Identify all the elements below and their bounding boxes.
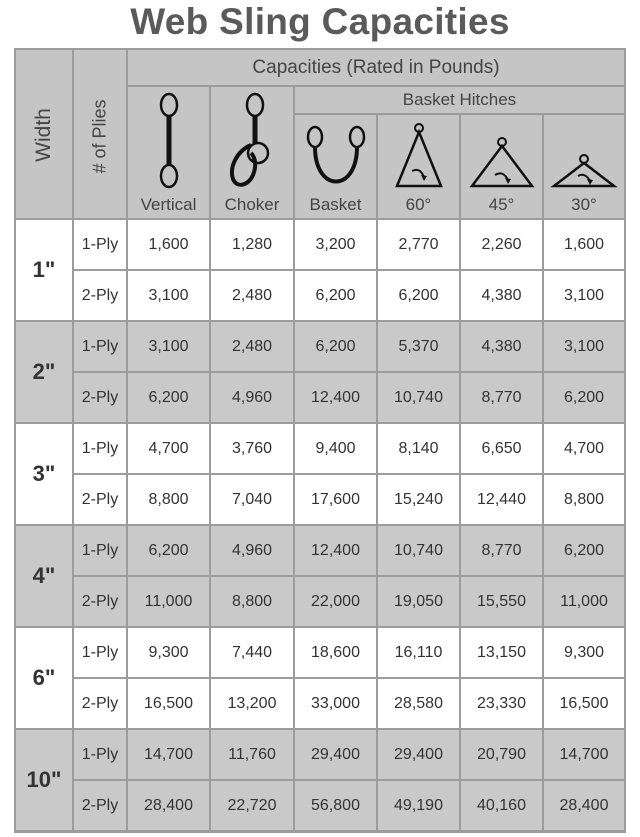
- capacity-cell: 6,200: [544, 373, 624, 422]
- capacity-cell: 6,200: [128, 373, 209, 422]
- capacity-cell: 12,440: [461, 475, 542, 524]
- capacity-cell: 2,770: [378, 220, 459, 269]
- width-cell: 4": [16, 526, 72, 626]
- capacity-cell: 3,100: [128, 322, 209, 371]
- capacity-cell: 9,400: [295, 424, 376, 473]
- capacity-cell: 7,440: [211, 628, 293, 677]
- ply-cell: 1-Ply: [74, 424, 126, 473]
- ply-cell: 2-Ply: [74, 679, 126, 728]
- ply-cell: 1-Ply: [74, 526, 126, 575]
- column-label: Basket: [309, 195, 362, 214]
- column-header-vertical: [128, 87, 209, 218]
- capacity-cell: 4,960: [211, 373, 293, 422]
- ply-cell: 2-Ply: [74, 781, 126, 830]
- column-header-30: [544, 115, 624, 218]
- capacity-cell: 15,550: [461, 577, 542, 626]
- capacity-table: [14, 48, 626, 833]
- capacity-cell: 15,240: [378, 475, 459, 524]
- capacity-cell: 6,200: [128, 526, 209, 575]
- capacity-cell: 8,770: [461, 526, 542, 575]
- capacity-cell: 13,200: [211, 679, 293, 728]
- capacity-cell: 33,000: [295, 679, 376, 728]
- capacity-cell: 1,280: [211, 220, 293, 269]
- column-label: 60°: [405, 195, 432, 214]
- capacity-cell: 7,040: [211, 475, 293, 524]
- capacity-cell: 11,000: [128, 577, 209, 626]
- capacity-cell: 3,760: [211, 424, 293, 473]
- column-label: Choker: [224, 195, 280, 214]
- capacity-cell: 11,760: [211, 730, 293, 779]
- capacity-cell: 23,330: [461, 679, 542, 728]
- capacity-cell: 3,100: [128, 271, 209, 320]
- capacity-cell: 22,720: [211, 781, 293, 830]
- capacity-cell: 28,400: [544, 781, 624, 830]
- capacity-cell: 4,380: [461, 322, 542, 371]
- capacity-cell: 5,370: [378, 322, 459, 371]
- capacity-cell: 9,300: [544, 628, 624, 677]
- capacity-cell: 8,800: [128, 475, 209, 524]
- capacity-cell: 8,140: [378, 424, 459, 473]
- capacity-cell: 4,960: [211, 526, 293, 575]
- ply-cell: 1-Ply: [74, 628, 126, 677]
- width-cell: 1": [16, 220, 72, 320]
- capacity-cell: 1,600: [544, 220, 624, 269]
- capacity-cell: 8,800: [544, 475, 624, 524]
- capacity-cell: 56,800: [295, 781, 376, 830]
- ply-cell: 1-Ply: [74, 322, 126, 371]
- capacity-cell: 2,260: [461, 220, 542, 269]
- capacity-cell: 16,500: [544, 679, 624, 728]
- capacities-header: Capacities (Rated in Pounds): [128, 50, 624, 85]
- capacity-cell: 12,400: [295, 526, 376, 575]
- width-header: [16, 50, 72, 218]
- capacity-cell: 17,600: [295, 475, 376, 524]
- column-label: 30°: [571, 195, 597, 214]
- capacity-cell: 6,200: [295, 322, 376, 371]
- capacity-cell: 8,770: [461, 373, 542, 422]
- column-header-60: [378, 115, 459, 218]
- capacity-cell: 16,500: [128, 679, 209, 728]
- capacity-cell: 20,790: [461, 730, 542, 779]
- capacity-cell: 3,200: [295, 220, 376, 269]
- capacity-cell: 2,480: [211, 322, 293, 371]
- capacity-cell: 9,300: [128, 628, 209, 677]
- capacity-cell: 14,700: [544, 730, 624, 779]
- page-title: Web Sling Capacities: [130, 1, 510, 42]
- capacity-cell: 10,740: [378, 526, 459, 575]
- capacity-cell: 4,380: [461, 271, 542, 320]
- capacity-cell: 1,600: [128, 220, 209, 269]
- ply-cell: 1-Ply: [74, 220, 126, 269]
- column-label: 45°: [488, 195, 515, 214]
- width-cell: 6": [16, 628, 72, 728]
- capacity-cell: 11,000: [544, 577, 624, 626]
- capacity-cell: 16,110: [378, 628, 459, 677]
- column-header-choker: [211, 87, 293, 218]
- capacity-cell: 12,400: [295, 373, 376, 422]
- ply-cell: 2-Ply: [74, 475, 126, 524]
- capacity-cell: 29,400: [295, 730, 376, 779]
- capacity-cell: 8,800: [211, 577, 293, 626]
- capacity-cell: 18,600: [295, 628, 376, 677]
- plies-header: [74, 50, 126, 218]
- capacity-cell: 6,200: [378, 271, 459, 320]
- capacity-cell: 28,400: [128, 781, 209, 830]
- capacity-cell: 13,150: [461, 628, 542, 677]
- capacity-cell: 3,100: [544, 271, 624, 320]
- width-cell: 10": [16, 730, 72, 830]
- ply-cell: 2-Ply: [74, 373, 126, 422]
- capacity-cell: 4,700: [128, 424, 209, 473]
- capacity-cell: 29,400: [378, 730, 459, 779]
- capacity-cell: 19,050: [378, 577, 459, 626]
- ply-cell: 2-Ply: [74, 271, 126, 320]
- capacity-cell: 28,580: [378, 679, 459, 728]
- capacity-cell: 40,160: [461, 781, 542, 830]
- capacity-cell: 14,700: [128, 730, 209, 779]
- column-header-basket: [295, 115, 376, 218]
- capacity-cell: 22,000: [295, 577, 376, 626]
- capacity-cell: 6,200: [544, 526, 624, 575]
- ply-cell: 1-Ply: [74, 730, 126, 779]
- capacity-cell: 10,740: [378, 373, 459, 422]
- ply-cell: 2-Ply: [74, 577, 126, 626]
- capacity-cell: 6,650: [461, 424, 542, 473]
- width-header-label: Width: [32, 108, 55, 162]
- capacity-cell: 2,480: [211, 271, 293, 320]
- capacity-cell: 3,100: [544, 322, 624, 371]
- basket-hitches-header: Basket Hitches: [295, 87, 624, 113]
- column-header-45: [461, 115, 542, 218]
- capacity-cell: 49,190: [378, 781, 459, 830]
- width-cell: 2": [16, 322, 72, 422]
- plies-header-label: # of Plies: [89, 99, 110, 174]
- width-cell: 3": [16, 424, 72, 524]
- capacity-cell: 4,700: [544, 424, 624, 473]
- column-label: Vertical: [140, 195, 197, 214]
- capacity-cell: 6,200: [295, 271, 376, 320]
